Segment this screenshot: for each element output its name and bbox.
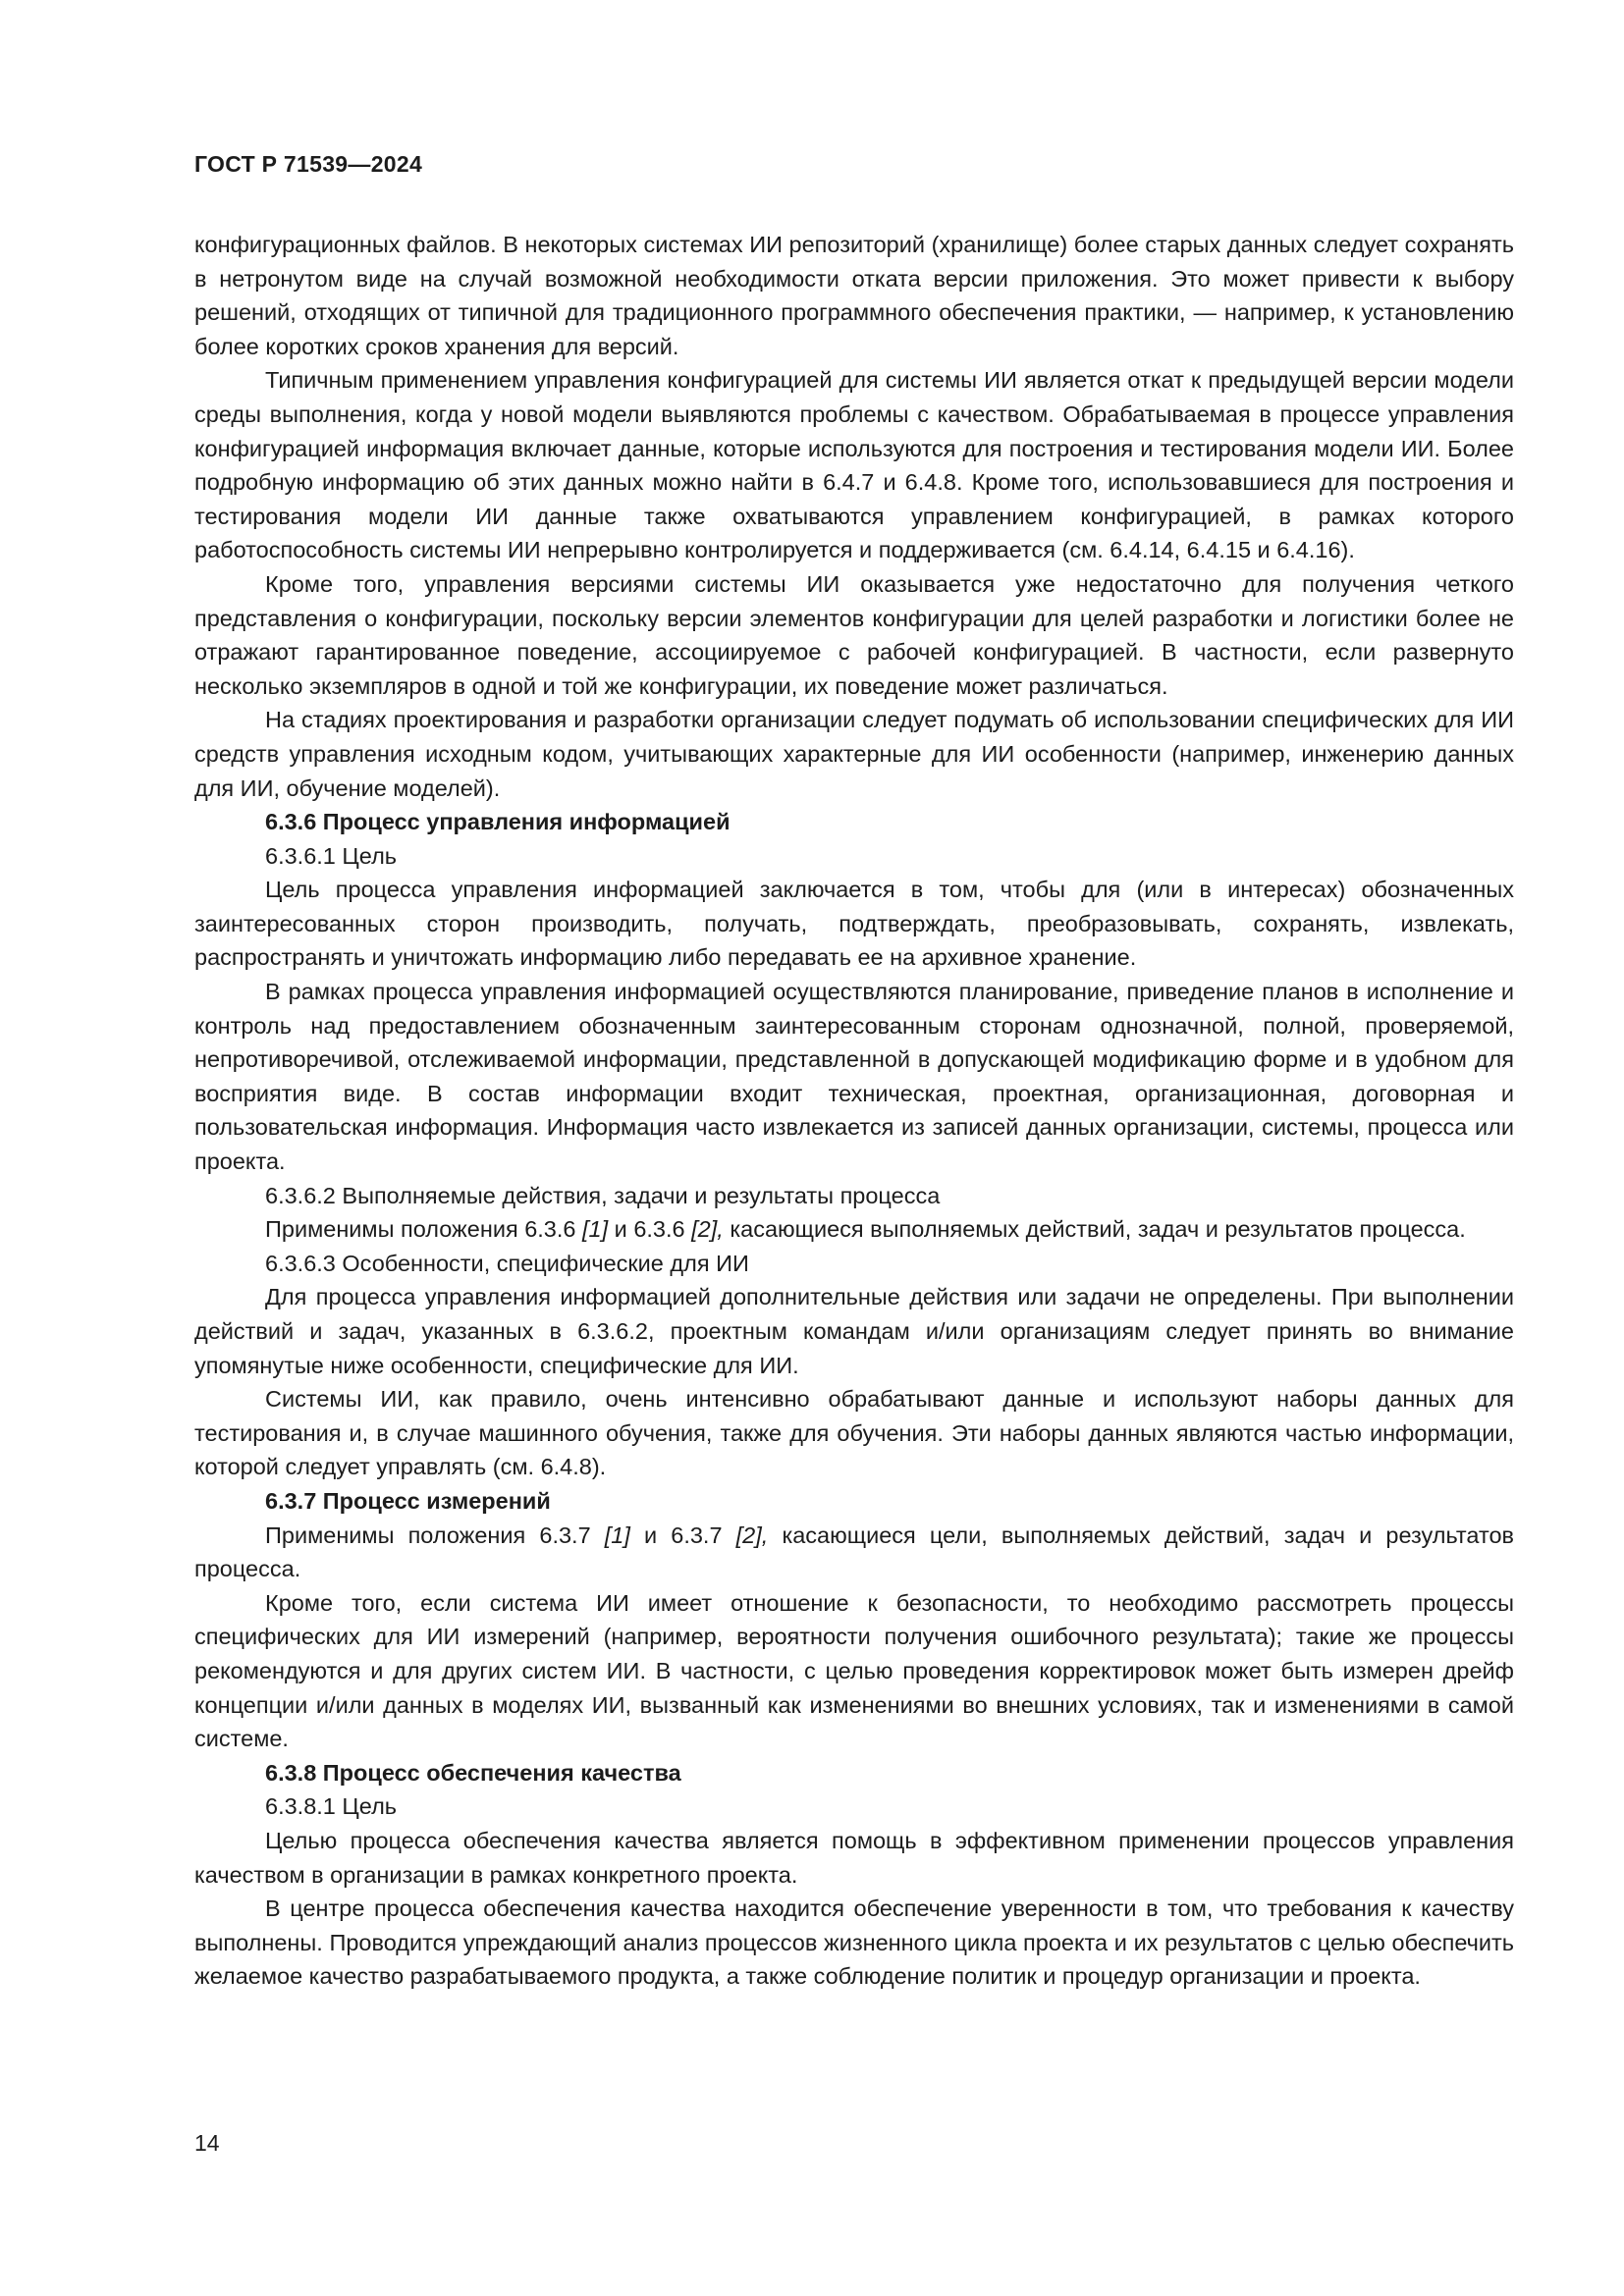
text-run: Применимы положения 6.3.7 bbox=[265, 1522, 605, 1548]
subsection-heading-6-3-6-3: 6.3.6.3 Особенности, специфические для ИИ bbox=[265, 1250, 749, 1276]
paragraph: В центре процесса обеспечения качества находится обеспечение уверенности в том, что требования к качеству выполнены. Проводится упреждающий анализ процессов жизненного цикла проекта и их результатов с целью обеспечить желаемое качество разрабатываемого продукта, а также соблюдение политик и процедур организации и проекта. bbox=[194, 1896, 1514, 1990]
text-run: и 6.3.7 bbox=[629, 1522, 736, 1548]
section-heading-6-3-6: 6.3.6 Процесс управления информацией bbox=[265, 809, 731, 835]
paragraph bbox=[194, 1519, 1514, 1586]
reference-link: [1] bbox=[604, 1522, 630, 1548]
page-number: 14 bbox=[194, 2130, 220, 2156]
text-run: и 6.3.6 bbox=[608, 1216, 692, 1243]
paragraph: Кроме того, если система ИИ имеет отношение к безопасности, то необходимо рассмотреть процессы специфических для ИИ измерений (например, вероятности получения ошибочного результата); такие же процессы рекомендуются и для других систем ИИ. В частности, с целью проведения корректировок может быть измерен дрейф концепции и/или данных в моделях ИИ, вызванный как изменениями во внешних условиях, так и изменениями в самой системе. bbox=[194, 1589, 1514, 1752]
subsection-heading-6-3-6-2: 6.3.6.2 Выполняемые действия, задачи и результаты процесса bbox=[265, 1182, 941, 1208]
paragraph: Системы ИИ, как правило, очень интенсивно обрабатывают данные и используют наборы данных для тестирования и, в случае машинного обучения, также для обучения. Эти наборы данных являются частью информации, которой следует управлять (см. 6.4.8). bbox=[194, 1386, 1514, 1480]
paragraph: Типичным применением управления конфигурацией для системы ИИ является откат к предыдущей версии модели среды выполнения, когда у новой модели выявляются проблемы с качеством. Обрабатываемая в процессе управления конфигурацией информация включает данные, которые используются для построения и тестирования модели ИИ. Более подробную информацию об этих данных можно найти в 6.4.7 и 6.4.8. Кроме того, использовавшиеся для построения и тестирования модели ИИ данные также охватываются управлением конфигурацией, в рамках которого работоспособность системы ИИ непрерывно контролируется и поддерживается (см. 6.4.14, 6.4.15 и 6.4.16). bbox=[194, 367, 1514, 563]
subsection-heading-6-3-6-1: 6.3.6.1 Цель bbox=[265, 842, 398, 869]
paragraph: Кроме того, управления версиями системы ИИ оказывается уже недостаточно для получения четкого представления о конфигурации, поскольку версии элементов конфигурации для целей разработки и логистики более не отражают гарантированное поведение, ассоциируемое с рабочей конфигурацией. В частности, если развернуто несколько экземпляров в одной и той же конфигурации, их поведение может различаться. bbox=[194, 570, 1514, 699]
paragraph: Целью процесса обеспечения качества является помощь в эффективном применении процессов управления качеством в организации в рамках конкретного проекта. bbox=[194, 1827, 1514, 1888]
paragraph: конфигурационных файлов. В некоторых системах ИИ репозиторий (хранилище) более старых данных следует сохранять в нетронутом виде на случай возможной необходимости отката версии приложения. Это может привести к выбору решений, отходящих от типичной для традиционного программного обеспечения практики, — например, к установлению более коротких сроков хранения для версий. bbox=[194, 232, 1514, 359]
document-body bbox=[194, 228, 1514, 1994]
text-run: касающиеся цели, выполняемых действий, задач и результатов процесса. bbox=[194, 1522, 1515, 1582]
section-heading-6-3-8: 6.3.8 Процесс обеспечения качества bbox=[265, 1759, 681, 1786]
text-run: Применимы положения 6.3.6 bbox=[265, 1216, 582, 1243]
paragraph: На стадиях проектирования и разработки организации следует подумать об использовании специфических для ИИ средств управления исходным кодом, учитывающих характерные для ИИ особенности (например, инженерию данных для ИИ, обучение моделей). bbox=[194, 707, 1514, 801]
reference-link: [1] bbox=[582, 1216, 609, 1243]
paragraph: В рамках процесса управления информацией осуществляются планирование, приведение планов в исполнение и контроль над предоставлением обозначенным заинтересованным сторонам однозначной, полной, проверяемой, непротиворечивой, отслеживаемой информации, представленной в допускающей модификацию форме и в удобном для восприятия виде. В состав информации входит техническая, проектная, организационная, договорная и пользовательская информация. Информация часто извлекается из записей данных организации, системы, процесса или проекта. bbox=[194, 979, 1514, 1175]
paragraph bbox=[194, 1212, 1514, 1247]
paragraph: Цель процесса управления информацией заключается в том, чтобы для (или в интересах) обозначенных заинтересованных сторон производить, получать, подтверждать, преобразовывать, сохранять, извлекать, распространять и уничтожать информацию либо передавать ее на архивное хранение. bbox=[194, 877, 1514, 971]
section-heading-6-3-7: 6.3.7 Процесс измерений bbox=[265, 1487, 551, 1514]
document-header: ГОСТ Р 71539—2024 bbox=[194, 151, 423, 177]
reference-link: [2], bbox=[735, 1522, 769, 1548]
subsection-heading-6-3-8-1: 6.3.8.1 Цель bbox=[265, 1793, 398, 1820]
reference-link: [2], bbox=[691, 1216, 724, 1243]
paragraph: Для процесса управления информацией дополнительные действия или задачи не определены. При выполнении действий и задач, указанных в 6.3.6.2, проектным командам и/или организациям следует принять во внимание упомянутые ниже особенности, специфические для ИИ. bbox=[194, 1284, 1514, 1378]
text-run: касающиеся выполняемых действий, задач и результатов процесса. bbox=[723, 1216, 1466, 1243]
